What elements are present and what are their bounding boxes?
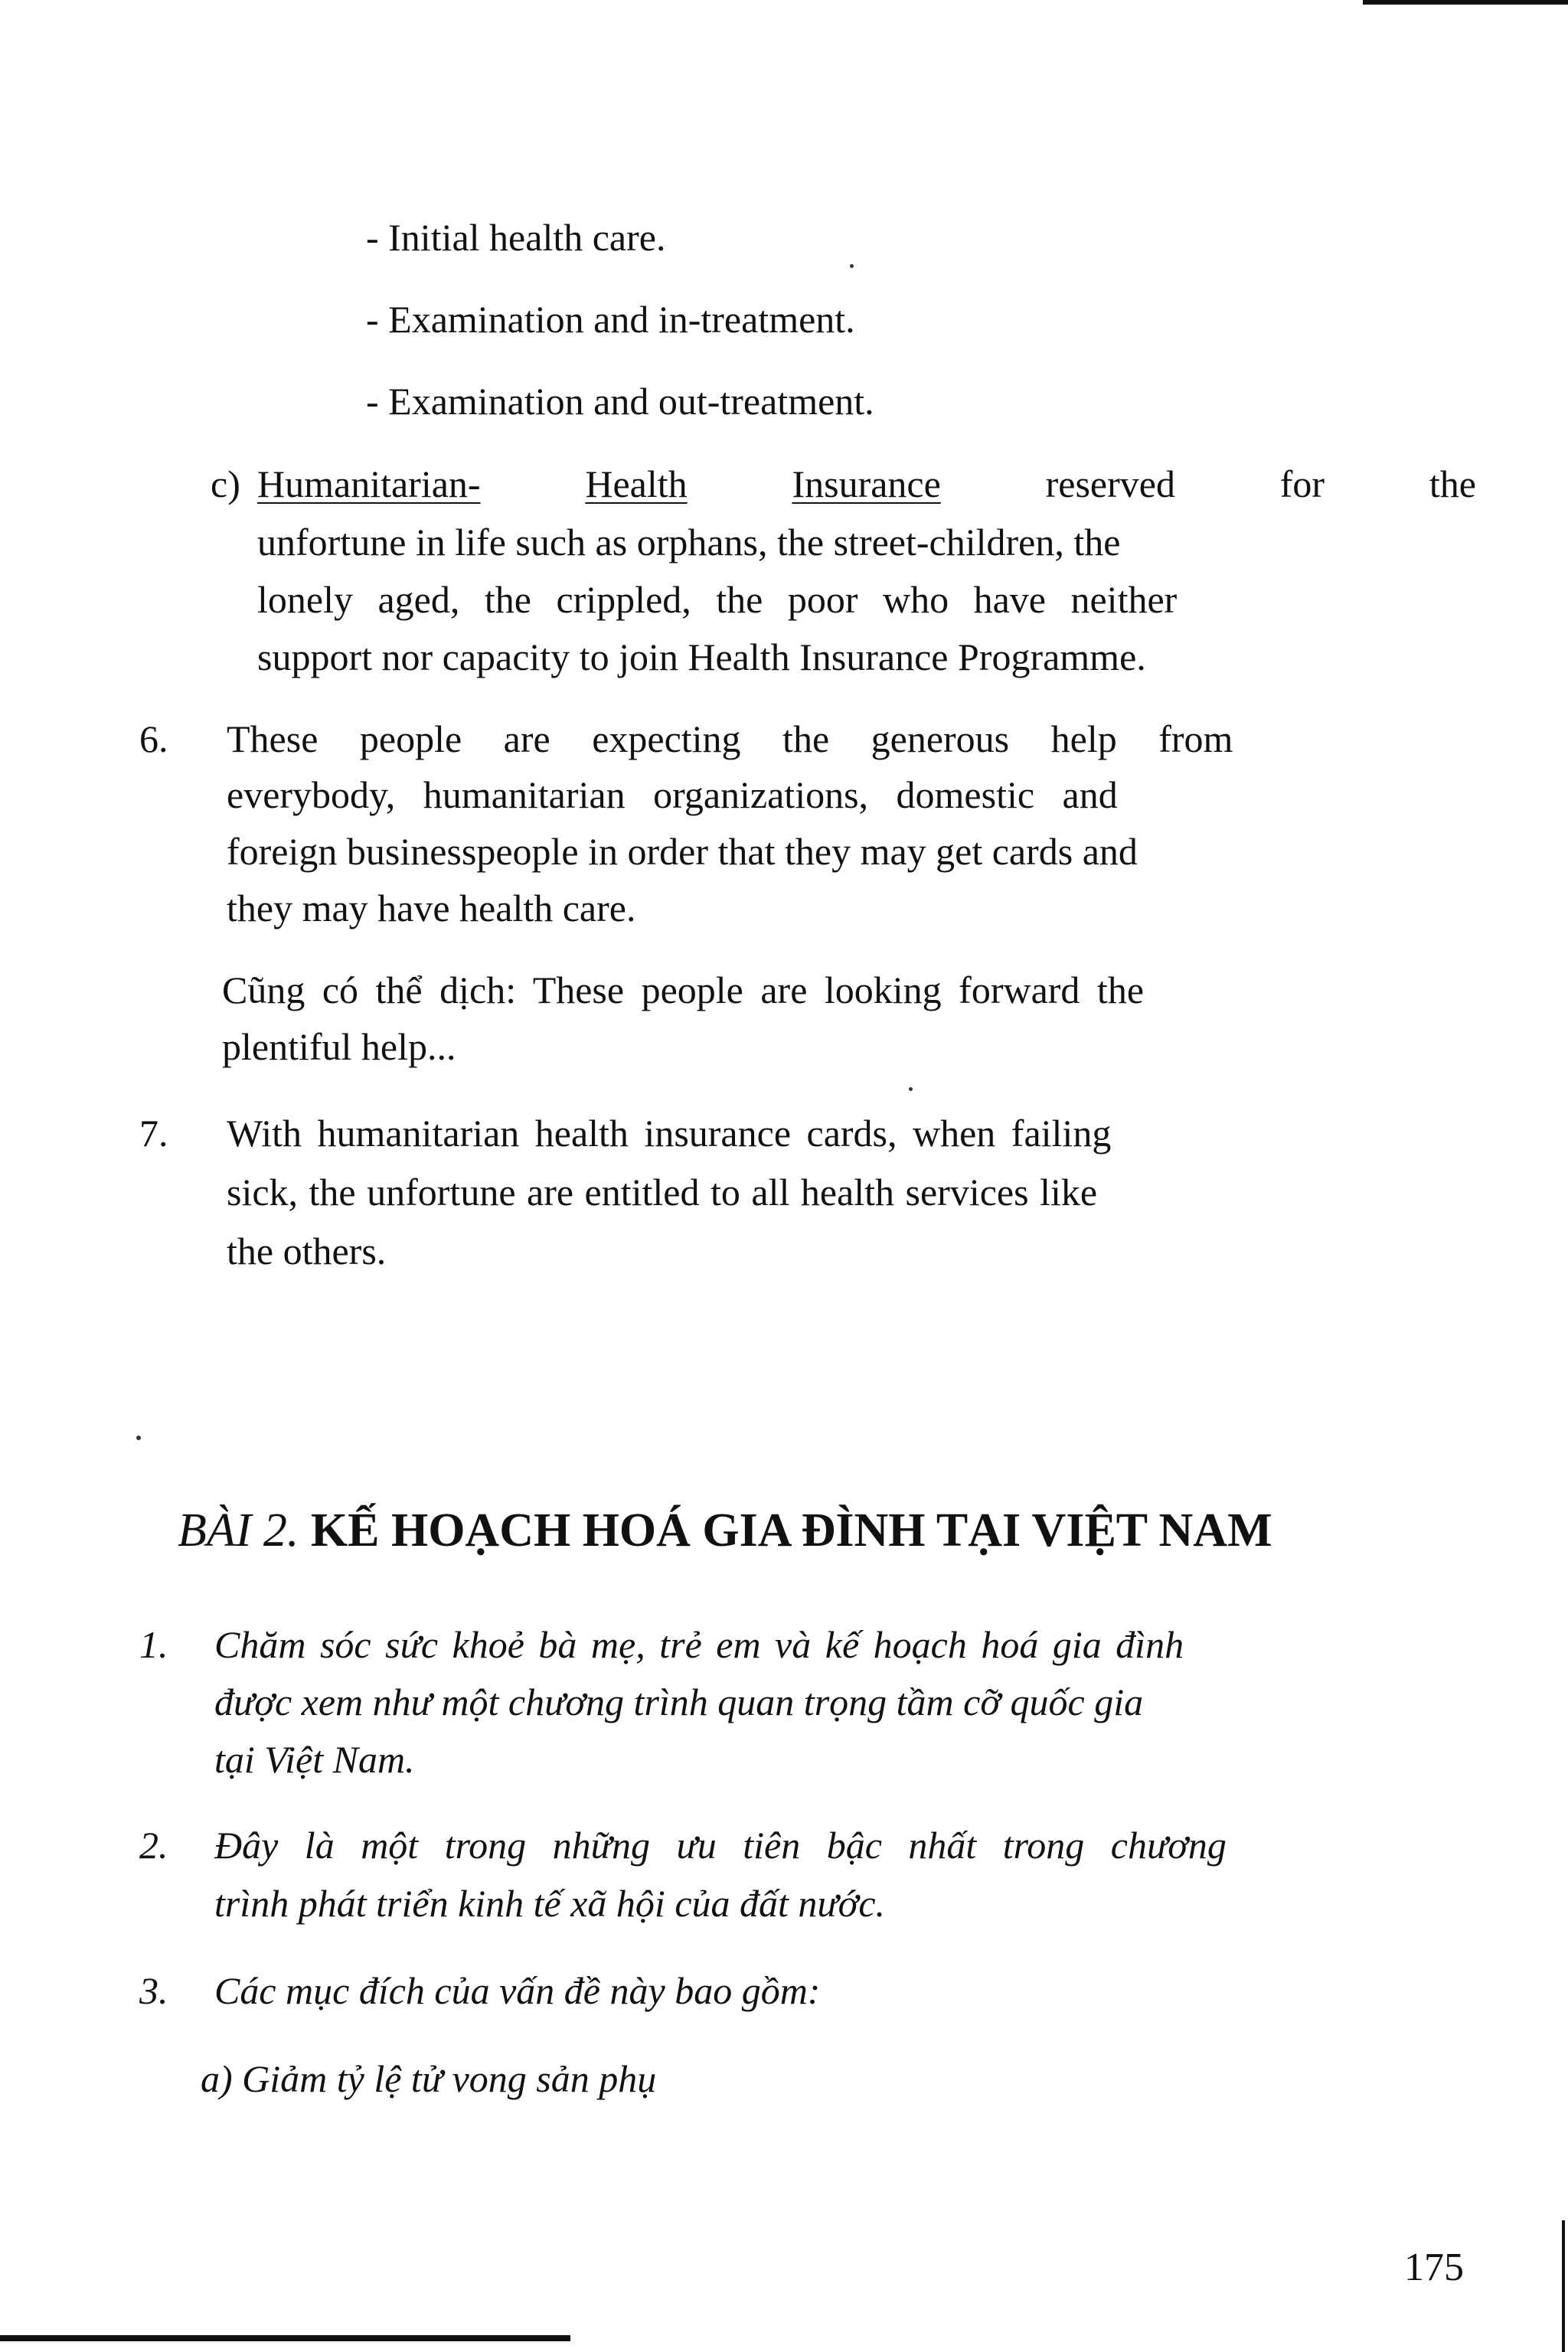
item-6-line-4: they may have health care. [227, 887, 636, 929]
bottom-edge-rule [0, 2335, 570, 2341]
vn-item-2-line-1: Đây là một trong những ưu tiên bậc nhất trong chương [214, 1824, 1227, 1867]
scan-speck [850, 264, 854, 268]
vn-item-2-number: 2. [139, 1824, 168, 1867]
item-6-alt-line-2: plentiful help... [222, 1025, 456, 1068]
right-edge-rule [1562, 2220, 1565, 2352]
underlined-term: Health [585, 462, 688, 505]
vn-item-1-line-2: được xem như một chương trình quan trọng tầm cỡ quốc gia [214, 1681, 1144, 1723]
word: reserved [1045, 462, 1175, 505]
scan-speck [136, 1436, 141, 1440]
vn-item-3-number: 3. [139, 1969, 168, 2012]
sub-item-a: a) Giảm tỷ lệ tử vong sản phụ [201, 2057, 657, 2100]
top-edge-rule [1363, 0, 1568, 5]
vn-item-3-line-1: Các mục đích của vấn đề này bao gồm: [214, 1969, 821, 2012]
word: for [1279, 462, 1325, 505]
item-6-number: 6. [139, 717, 168, 760]
underlined-term: Insurance [792, 462, 941, 505]
item-c-line-4: support nor capacity to join Health Insurance Programme. [257, 635, 1146, 678]
page-number: 175 [1404, 2246, 1464, 2289]
item-7-line-3: the others. [227, 1230, 387, 1272]
underlined-term: Humanitarian- [257, 462, 481, 505]
vn-item-2-line-2: trình phát triển kinh tế xã hội của đất nước. [214, 1882, 886, 1925]
vn-item-1-number: 1. [139, 1623, 168, 1666]
item-6-line-2: everybody, humanitarian organizations, domestic and [227, 773, 1118, 816]
bullet-in-treatment: - Examination and in-treatment. [366, 298, 855, 341]
item-c-marker: c) [211, 462, 240, 505]
item-c-line-1 [257, 461, 1476, 507]
item-7-line-2: sick, the unfortune are entitled to all health services like [227, 1171, 1098, 1214]
item-6-line-3: foreign businesspeople in order that they may get cards and [227, 830, 1138, 873]
item-7-number: 7. [139, 1112, 168, 1155]
scan-speck [909, 1087, 913, 1091]
item-6-line-1: These people are expecting the generous help from [227, 717, 1233, 760]
item-c-line-3: lonely aged, the crippled, the poor who have neither [257, 578, 1178, 621]
vn-item-1-line-3: tại Việt Nam. [214, 1738, 415, 1781]
item-c-line-2: unfortune in life such as orphans, the street-children, the [257, 521, 1121, 564]
item-7-line-1: With humanitarian health insurance cards, when failing [227, 1112, 1112, 1155]
lesson-title: KẾ HOẠCH HOÁ GIA ĐÌNH TẠI VIỆT NAM [310, 1504, 1272, 1557]
bullet-initial-care: - Initial health care. [366, 216, 666, 259]
word: the [1429, 462, 1476, 505]
lesson-number: BÀI 2. [178, 1504, 299, 1557]
vn-item-1-line-1: Chăm sóc sức khoẻ bà mẹ, trẻ em và kế hoạch hoá gia đình [214, 1623, 1184, 1666]
item-6-alt-line-1: Cũng có thể dịch: These people are looking forward the [222, 969, 1145, 1011]
lesson-heading [178, 1502, 1272, 1559]
bullet-out-treatment: - Examination and out-treatment. [366, 380, 874, 423]
